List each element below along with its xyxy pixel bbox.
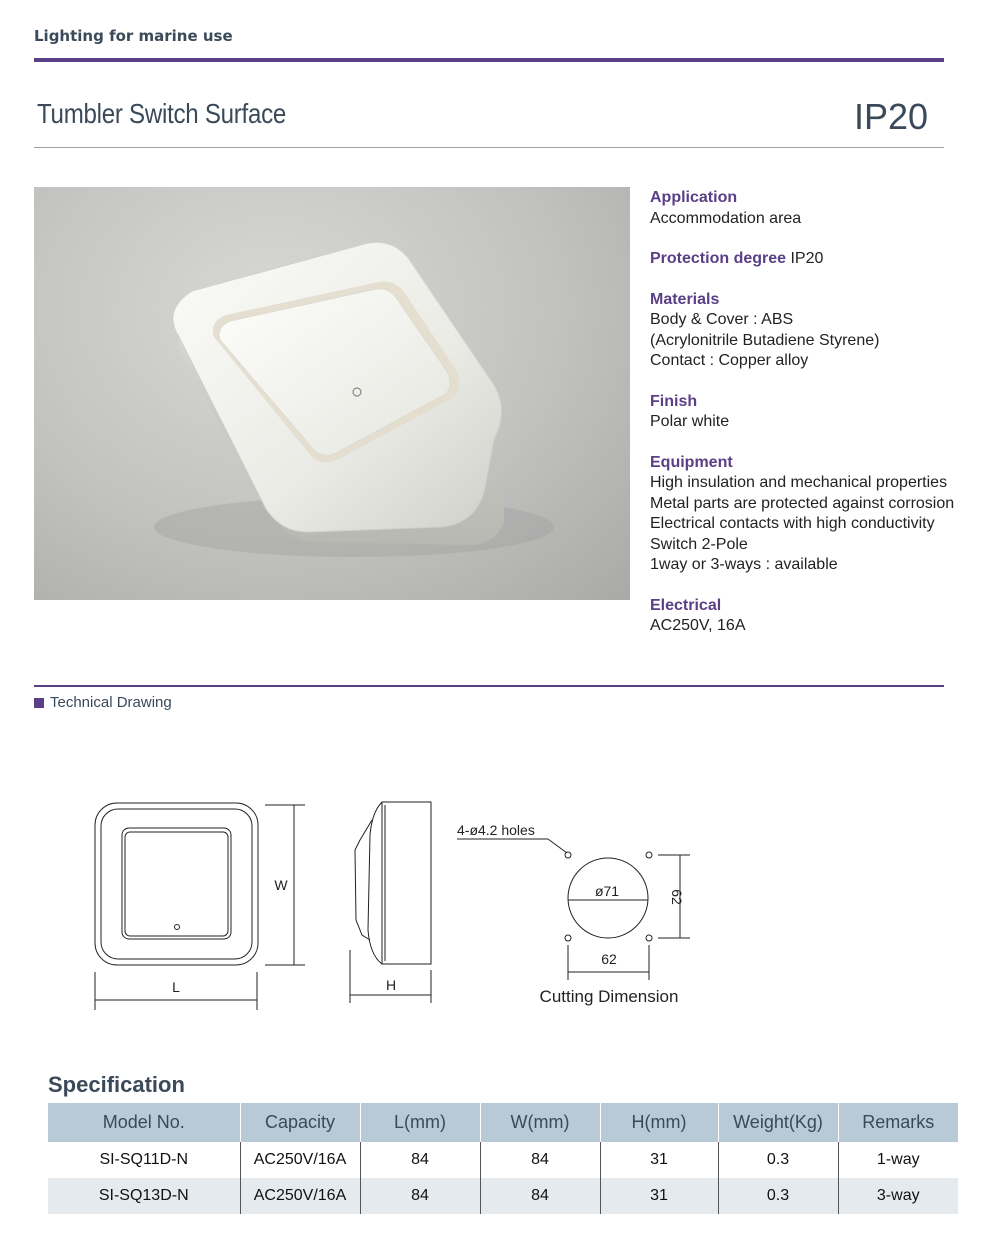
protection-value: IP20 <box>790 250 824 267</box>
table-cell: 31 <box>600 1142 718 1178</box>
technical-drawing <box>0 780 1000 1020</box>
title-divider <box>34 147 944 148</box>
bullet-square-icon <box>34 698 44 708</box>
cutting-dimension-caption: Cutting Dimension <box>539 987 679 1006</box>
materials-block <box>650 290 980 372</box>
equipment-line: 1way or 3-ways : available <box>650 556 838 573</box>
protection-label: Protection degree <box>650 250 787 267</box>
specification-table <box>48 1103 958 1214</box>
section-divider <box>34 685 944 687</box>
ip-rating-badge: IP20 <box>853 96 928 137</box>
equipment-label: Equipment <box>650 453 733 471</box>
table-cell: 3-way <box>838 1178 958 1214</box>
column-header: Model No. <box>48 1103 240 1142</box>
table-cell: AC250V/16A <box>240 1178 360 1214</box>
switch-illustration <box>34 187 630 600</box>
table-cell: 84 <box>480 1142 600 1178</box>
table-header-row <box>48 1103 958 1142</box>
finish-label: Finish <box>650 392 698 410</box>
table-cell: 84 <box>480 1178 600 1214</box>
table-row <box>48 1142 958 1178</box>
equipment-line: High insulation and mechanical properties <box>650 474 948 491</box>
finish-block <box>650 392 980 433</box>
column-header: H(mm) <box>600 1103 718 1142</box>
table-cell: 0.3 <box>718 1142 838 1178</box>
electrical-block <box>650 596 980 637</box>
application-block <box>650 188 980 229</box>
table-cell: 0.3 <box>718 1178 838 1214</box>
width-label: W <box>274 877 288 893</box>
technical-drawing-heading <box>34 694 172 711</box>
materials-line: Body & Cover : ABS <box>650 311 794 328</box>
length-label: L <box>172 979 180 995</box>
table-row <box>48 1178 958 1214</box>
column-header: Remarks <box>838 1103 958 1142</box>
front-view <box>95 803 258 965</box>
holes-label: 4-ø4.2 holes <box>457 822 535 838</box>
equipment-line: Electrical contacts with high conductivity <box>650 515 935 532</box>
side-view <box>355 802 431 964</box>
table-cell: AC250V/16A <box>240 1142 360 1178</box>
table-cell: 31 <box>600 1178 718 1214</box>
table-cell: 84 <box>360 1142 480 1178</box>
height-label: H <box>385 977 397 993</box>
table-cell: SI-SQ13D-N <box>48 1178 240 1214</box>
materials-label: Materials <box>650 290 720 308</box>
table-cell: SI-SQ11D-N <box>48 1142 240 1178</box>
equipment-line: Switch 2-Pole <box>650 535 748 553</box>
specification-title: Specification <box>48 1072 185 1097</box>
page-title: Tumbler Switch Surface <box>37 98 287 129</box>
table-cell: 84 <box>360 1178 480 1214</box>
table-cell: 1-way <box>838 1142 958 1178</box>
materials-line: (Acrylonitrile Butadiene Styrene) <box>650 331 880 349</box>
technical-drawing-label: Technical Drawing <box>50 694 172 711</box>
electrical-label: Electrical <box>650 596 722 614</box>
page-category: Lighting for marine use <box>34 27 233 45</box>
column-header: Capacity <box>240 1103 360 1142</box>
horizontal-spacing-label: 62 <box>601 951 617 967</box>
vertical-spacing-label: 62 <box>669 889 685 905</box>
application-label: Application <box>650 189 738 206</box>
electrical-value: AC250V, 16A <box>650 617 746 634</box>
cutting-view <box>457 839 690 980</box>
column-header: W(mm) <box>480 1103 600 1142</box>
protection-block <box>650 249 980 270</box>
finish-value: Polar white <box>650 413 730 430</box>
diameter-label: ø71 <box>594 883 620 899</box>
column-header: L(mm) <box>360 1103 480 1142</box>
materials-line: Contact : Copper alloy <box>650 352 809 369</box>
application-value: Accommodation area <box>650 209 802 227</box>
specs-panel <box>650 188 980 657</box>
equipment-line: Metal parts are protected against corrosion <box>650 494 955 512</box>
equipment-block <box>650 453 980 576</box>
product-photo <box>34 187 630 600</box>
header-divider <box>34 58 944 62</box>
column-header: Weight(Kg) <box>718 1103 838 1142</box>
